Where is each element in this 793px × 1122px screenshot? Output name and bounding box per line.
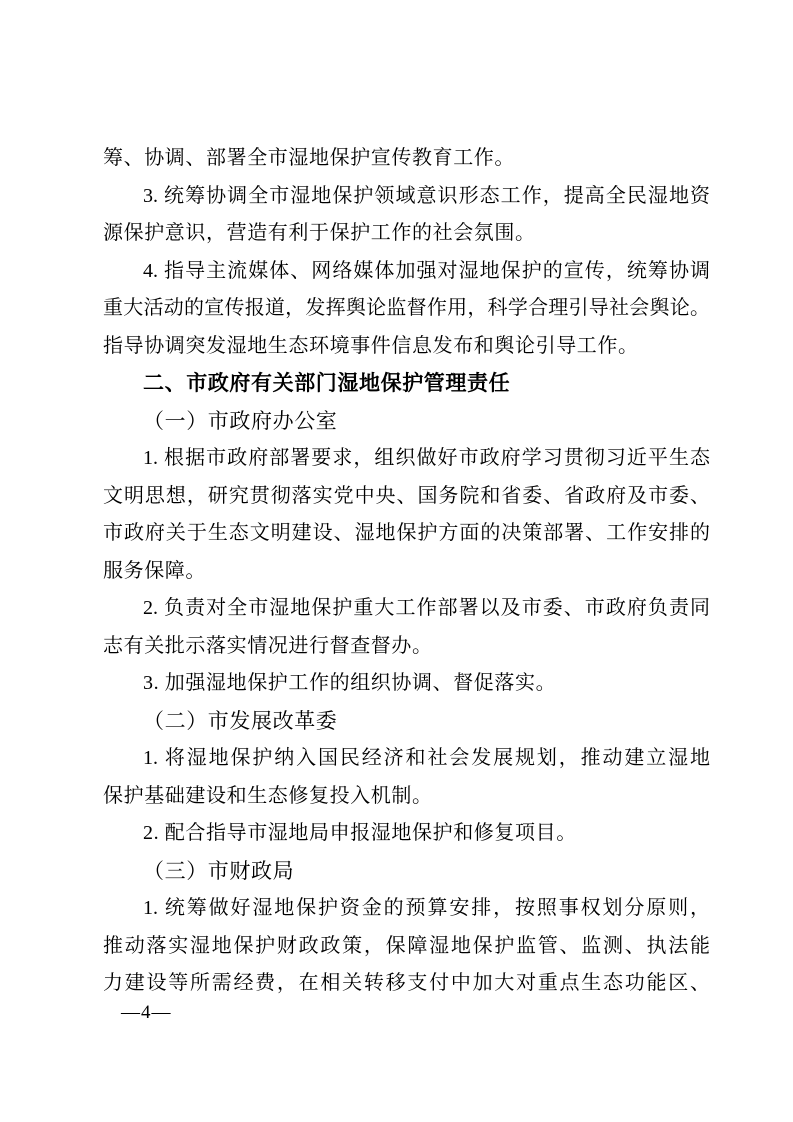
text-line: 市政府关于生态文明建设、湿地保护方面的决策部署、工作安排的 bbox=[103, 522, 710, 544]
text-line: 2. 负责对全市湿地保护重大工作部署以及市委、市政府负责同 bbox=[143, 597, 710, 619]
section-heading: 二、市政府有关部门湿地保护管理责任 bbox=[143, 372, 511, 395]
text-line: 2. 配合指导市湿地局申报湿地保护和修复项目。 bbox=[143, 822, 577, 844]
text-line: 志有关批示落实情况进行督查督办。 bbox=[103, 634, 433, 657]
text-line: 3. 加强湿地保护工作的组织协调、督促落实。 bbox=[143, 672, 557, 694]
text-line: 4. 指导主流媒体、网络媒体加强对湿地保护的宣传，统筹协调 bbox=[143, 259, 710, 282]
page-number: —4— bbox=[121, 1002, 172, 1023]
text-line: 服务保障。 bbox=[103, 559, 206, 582]
text-line: 推动落实湿地保护财政政策，保障湿地保护监管、监测、执法能 bbox=[103, 934, 710, 957]
text-line: 指导协调突发湿地生态环境事件信息发布和舆论引导工作。 bbox=[103, 334, 639, 357]
text-line: 保护基础建设和生态修复投入机制。 bbox=[103, 784, 433, 807]
subsection-heading: （一）市政府办公室 bbox=[143, 408, 338, 433]
text-line: 文明思想，研究贯彻落实党中央、国务院和省委、省政府及市委、 bbox=[103, 484, 710, 507]
subsection-heading: （三）市财政局 bbox=[143, 858, 295, 883]
text-line: 重大活动的宣传报道，发挥舆论监督作用，科学合理引导社会舆论。 bbox=[103, 297, 710, 319]
text-line: 1. 统筹做好湿地保护资金的预算安排，按照事权划分原则， bbox=[143, 897, 710, 919]
subsection-heading: （二）市发展改革委 bbox=[143, 708, 338, 733]
text-line: 3. 统筹协调全市湿地保护领域意识形态工作，提高全民湿地资 bbox=[143, 184, 710, 207]
text-line: 力建设等所需经费，在相关转移支付中加大对重点生态功能区、 bbox=[103, 972, 710, 994]
document-body bbox=[103, 140, 710, 1003]
text-line: 源保护意识，营造有利于保护工作的社会氛围。 bbox=[103, 222, 536, 244]
text-line: 1. 根据市政府部署要求，组织做好市政府学习贯彻习近平生态 bbox=[143, 447, 710, 469]
text-line: 筹、协调、部署全市湿地保护宣传教育工作。 bbox=[103, 147, 515, 169]
text-line: 1. 将湿地保护纳入国民经济和社会发展规划，推动建立湿地 bbox=[143, 747, 710, 769]
